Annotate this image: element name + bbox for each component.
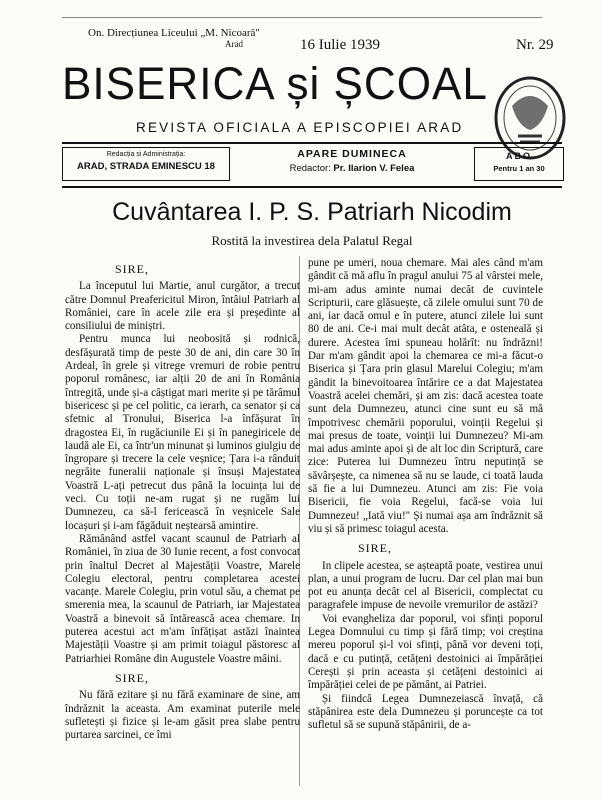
issue-date: 16 Iulie 1939: [300, 37, 380, 53]
section-salutation: SIRE,: [358, 541, 393, 556]
masthead-subtitle: REVISTA OFICIALA A EPISCOPIEI ARAD: [136, 120, 464, 135]
publication-frequency: APARE DUMINECA: [297, 148, 407, 160]
paragraph: Și fiindcă Legea Dumnezeiască învață, că stăpânirea este dela Dumnezeu și poruncește ca tot sufletul să se supună stăpânirii, de a-: [308, 692, 543, 732]
donor-inscription: On. Direcțiunea Liceului „M. Nicoară": [88, 27, 260, 39]
text-column-left: [65, 257, 300, 742]
header-rule-bottom: [62, 186, 562, 188]
article-subtitle: Rostită la investirea dela Palatul Regal: [211, 233, 413, 248]
top-rule: [62, 17, 542, 18]
section-salutation: SIRE,: [115, 262, 150, 276]
editor-name: Pr. Ilarion V. Felea: [333, 163, 415, 174]
administration-address: ARAD, STRADA EMINESCU 18: [77, 161, 215, 172]
administration-label: Redacția și Administrația:: [106, 151, 186, 158]
administration-box: [62, 147, 230, 181]
donor-city: Arad: [225, 39, 243, 49]
subscription-price: Pentru 1 an 30: [493, 164, 545, 173]
paragraph: Rămânând astfel vacant scaunul de Patriarh al României, în ziua de 30 Iunie recent, a fost convocat prin înaltul Decret al Majestății Voastre, Marele Colegiu electoral, pentru completarea acestei vacanțe. Marele Colegiu, prin votul său, a chemat pe smerenia mea, la scaunul de Patriarh, iar Majestatea Voastră a binevoit să întărească acea chemare. In puterea acestui act m'am înfățișat astăzi înaintea Majestății Voastre și am primit toiagul păstoresc al Patriarhiei Române din Augustele Voastre mâini.: [65, 532, 300, 665]
paragraph: Nu fără ezitare și nu fără examinare de sine, am îndrăznit la aceasta. Am examinat puterile mele sufletești și fizice și le-am găsit prea slabe pentru purtarea sarcinei, ce îmi: [65, 689, 300, 742]
subscription-label: ABO: [506, 151, 532, 161]
section-salutation: SIRE,: [115, 670, 150, 685]
publication-box: [240, 147, 464, 179]
header-rule-top: [62, 142, 562, 144]
paragraph: Voi evangheliza dar poporul, voi sfinți poporul Legea Domnului cu timp și fără timp; voi creștina mereu poporul și-l voi sfinți, până vor deveni toți, dacă e cu putință, cetățeni destoinici ai împărăției Cerești și prin aceasta și cetățeni destoinici ai împărăției celei de pe pământ, ai Patriei.: [308, 612, 543, 692]
paragraph: pune pe umeri, noua chemare. Mai ales când m'am gândit că mă aflu în pragul anului 75 al vârstei mele, mi-am adus aminte numai decât de cuvintele Scripturii, care glăsuește, că zilele omului sunt 70 de ani, iar dacă omul e în putere, atunci zilele lui sunt 80 de ani. Ce-i mai mult decât atâta, e osteneală și durere. Acestea îmi spuneau holărît: nu îndrăzni! Dar m'am gândit apoi la chemarea ce mi-a făcut-o Biserica și Țara prin glasul Marelui Colegiu; m'am gândit la binevoitoarea întărire ce a dat Majestatea Voastră acelei chemări, și am zis: dacă acestea toate sunt dela Dumnezeu, atunci cine sunt eu să mă împotrivesc chemării poporului, voinții Regelui și mai presus de toate, voinții lui Dumnezeu? Mi-am mai adus aminte apoi și de alt loc din Scriptură, care zice: Puterea lui Dumnezeu întru neputință se săvârșește, ca nimenea să nu se laude, ci toată lauda să fie a lui Dumnezeu. Atunci am zis: Fie voia Bisericii, fie voia Regelui, facă-se voia lui Dumnezeu! „Iată viu!" Și numai așa am îndrăznit să viu și să primesc toiagul acesta.: [308, 257, 543, 535]
paragraph: Pentru munca lui neobosită și rodnică, desfășurată timp de peste 30 de ani, din care 30 în Ardeal, în grele și vitrege vremuri de robie pentru poporul românesc, iar alții 20 de ani în România întregită, unde și-a câștigat mari merite și pe tărâmul bisericesc și pe cel politic, ca ierarh, ca senator și ca sfetnic al Tronului, Biserica l-a înfășurat în dragostea Ei, în rugăciunile Ei și în panegiricele de laudă ale Ei, ca într'un minunat și luminos giulgiu de îngropare și trecere la cele veșnice; Țara i-a rânduit negrăite funeralii naționale și însuși Majestatea Voastră L-ați petrecut dus până la locuința lui de veci. Cu toții ne-am rugat și ne rugăm lui Dumnezeu, ca să-l fericească în veșnicele Sale locașuri și i-am făgăduit neștearsă amintire.: [65, 333, 300, 532]
editor-label: Redactor:: [289, 163, 331, 174]
text-column-right: [308, 257, 543, 732]
issue-number: Nr. 29: [516, 37, 554, 53]
subscription-box: [474, 147, 564, 181]
paragraph: In clipele acestea, se așteaptă poate, vestirea unui plan, a unui program de lucru. Dar cel plan mai bun pot eu anunța decât cel al Bisericii, complectat cu paragrafele impuse de nevoile vremurilor de astăzi?: [308, 559, 543, 612]
info-strip: [62, 147, 562, 181]
article-title: Cuvântarea I. P. S. Patriarh Nicodim: [112, 198, 512, 226]
masthead-title: BISERICA și ȘCOAL: [62, 58, 488, 109]
paragraph: La începutul lui Martie, anul curgător, a trecut către Domnul Preafericitul Miron, întâiul Patriarh al României, care în acele zile era și președinte al consiliului de miniștri.: [65, 280, 300, 333]
